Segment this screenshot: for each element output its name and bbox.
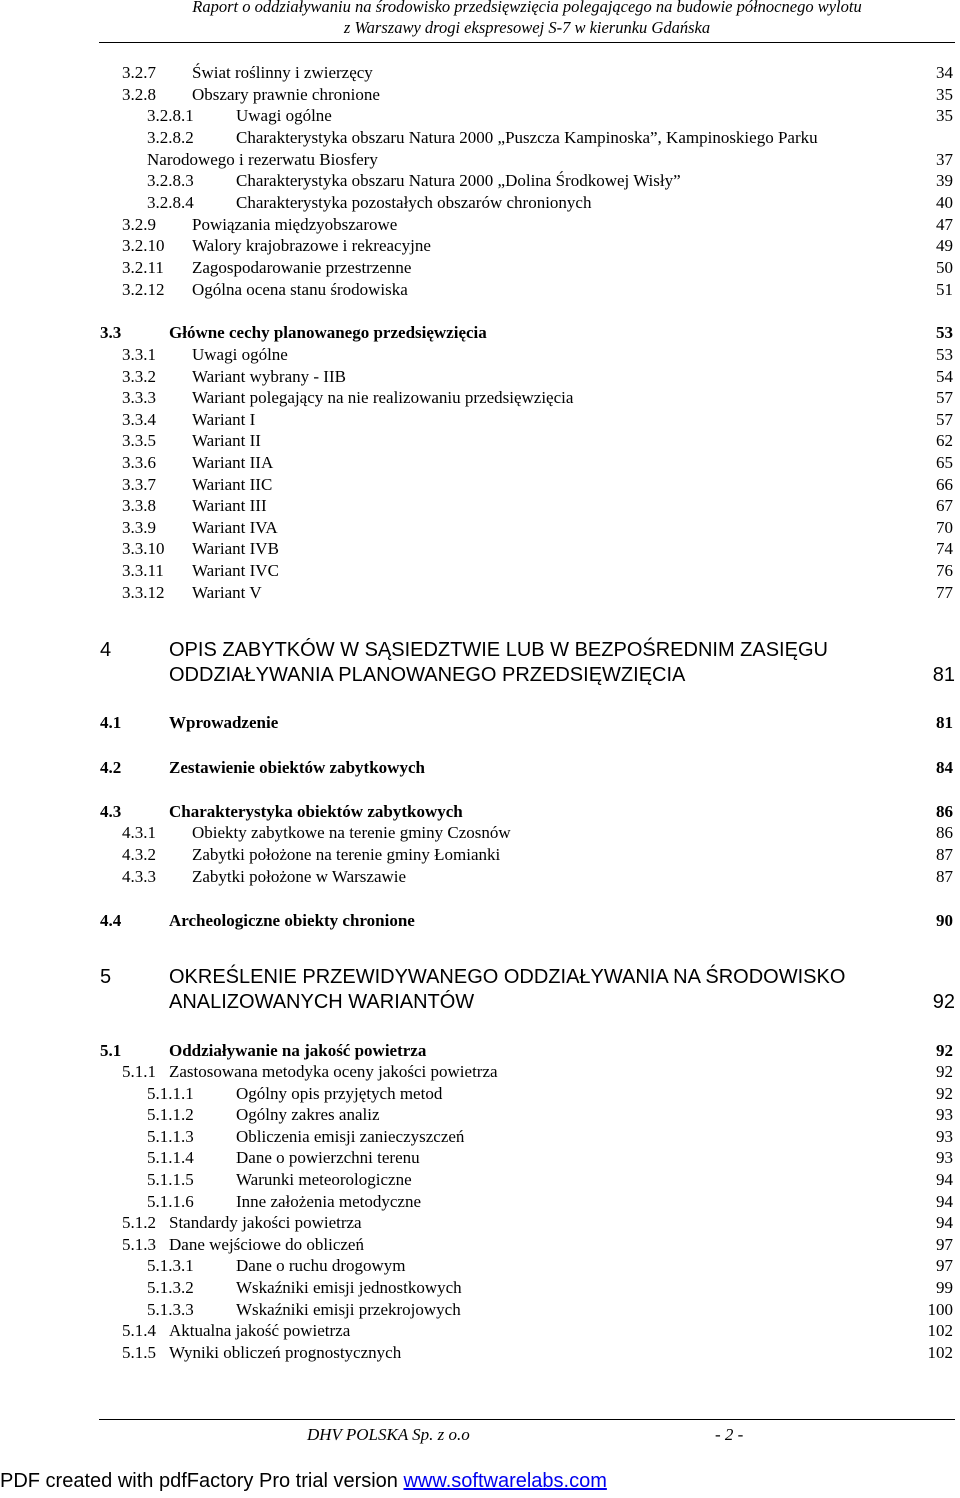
toc-title: Oddziaływanie na jakość powietrza xyxy=(169,1041,427,1060)
header-line-2: z Warszawy drogi ekspresowej S-7 w kierunku Gdańska xyxy=(343,18,711,37)
toc-page: 86 xyxy=(936,823,953,842)
toc-title: Wariant IIC xyxy=(192,475,273,494)
toc-page: 39 xyxy=(936,171,953,190)
toc-number: 5.1.3 xyxy=(122,1235,156,1254)
toc-page: 66 xyxy=(936,475,953,494)
toc-number: 3.2.10 xyxy=(122,236,165,255)
toc-page: 40 xyxy=(936,193,953,212)
toc-number: 4.3.3 xyxy=(122,867,156,886)
toc-page: 97 xyxy=(936,1235,953,1254)
toc-entry[interactable] xyxy=(147,1084,953,1106)
toc-number: 3.2.8 xyxy=(122,85,156,104)
toc-entry[interactable] xyxy=(122,1343,953,1365)
toc-title: Zestawienie obiektów zabytkowych xyxy=(169,758,425,777)
toc-page: 93 xyxy=(936,1148,953,1167)
toc-number: 5.1.2 xyxy=(122,1213,156,1232)
toc-number: 3.2.7 xyxy=(122,63,156,82)
toc-number: 5.1.3.3 xyxy=(147,1300,194,1319)
toc-number: 3.2.11 xyxy=(122,258,164,277)
toc-number: 5.1.3.1 xyxy=(147,1256,194,1275)
toc-number: 4 xyxy=(100,639,112,661)
toc-number: 4.3.1 xyxy=(122,823,156,842)
toc-entry-level2[interactable] xyxy=(100,758,953,780)
toc-entry[interactable] xyxy=(122,475,953,497)
toc-number: 5.1.1.4 xyxy=(147,1148,194,1167)
toc-entry[interactable] xyxy=(122,236,953,258)
toc-page: 102 xyxy=(927,1343,953,1362)
toc-entry[interactable] xyxy=(147,1278,953,1300)
toc-page: 57 xyxy=(936,410,953,429)
toc-title-continued: ANALIZOWANYCH WARIANTÓW xyxy=(169,991,475,1013)
toc-title: Charakterystyka obszaru Natura 2000 „Puszcza Kampinoska”, Kampinoskiego Parku xyxy=(236,128,818,147)
toc-title: Obszary prawnie chronione xyxy=(192,85,380,104)
toc-page: 81 xyxy=(936,713,953,732)
toc-entry[interactable] xyxy=(147,1192,953,1214)
toc-title: Wariant I xyxy=(192,410,256,429)
toc-entry[interactable] xyxy=(147,1127,953,1149)
toc-number: 5.1.1.3 xyxy=(147,1127,194,1146)
toc-title-continued: Narodowego i rezerwatu Biosfery xyxy=(147,150,378,169)
toc-entry[interactable] xyxy=(122,453,953,475)
pdf-notice-text: PDF created with pdfFactory Pro trial version xyxy=(0,1470,404,1492)
toc-entry-level2[interactable] xyxy=(100,1041,953,1063)
toc-entry[interactable] xyxy=(122,1062,953,1084)
footer-company: DHV POLSKA Sp. z o.o xyxy=(307,1425,470,1444)
toc-entry-level2[interactable] xyxy=(100,323,953,345)
toc-page: 57 xyxy=(936,388,953,407)
toc-page: 70 xyxy=(936,518,953,537)
toc-title: Wariant IIA xyxy=(192,453,274,472)
toc-number: 5.1.3.2 xyxy=(147,1278,194,1297)
toc-page: 53 xyxy=(936,345,953,364)
toc-number: 3.3.8 xyxy=(122,496,156,515)
toc-page: 50 xyxy=(936,258,953,277)
toc-page: 102 xyxy=(927,1321,953,1340)
toc-title: Wariant IVB xyxy=(192,539,279,558)
toc-page: 97 xyxy=(936,1256,953,1275)
toc-page: 65 xyxy=(936,453,953,472)
toc-title: Świat roślinny i zwierzęcy xyxy=(192,63,373,82)
toc-page: 49 xyxy=(936,236,953,255)
toc-title: Standardy jakości powietrza xyxy=(169,1213,362,1232)
toc-entry[interactable] xyxy=(147,1300,953,1322)
toc-number: 3.3.5 xyxy=(122,431,156,450)
toc-entry[interactable] xyxy=(122,561,953,583)
toc-number: 3.3.1 xyxy=(122,345,156,364)
toc-number: 5.1.1.2 xyxy=(147,1105,194,1124)
toc-number: 5.1 xyxy=(100,1041,122,1060)
toc-entry[interactable] xyxy=(122,215,953,237)
toc-title: Wariant IVC xyxy=(192,561,279,580)
toc-page: 100 xyxy=(927,1300,953,1319)
toc-page: 47 xyxy=(936,215,953,234)
toc-entry-level2[interactable] xyxy=(100,911,953,933)
toc-page: 74 xyxy=(936,539,953,558)
toc-title: OKREŚLENIE PRZEWIDYWANEGO ODDZIAŁYWANIA NA ŚRODOWISKO xyxy=(169,966,846,988)
toc-title: Obiekty zabytkowe na terenie gminy Czosnów xyxy=(192,823,511,842)
toc-entry[interactable] xyxy=(122,280,953,302)
toc-number: 3.2.8.2 xyxy=(147,128,194,147)
toc-number: 3.3.2 xyxy=(122,367,156,386)
toc-number: 5.1.1.5 xyxy=(147,1170,194,1189)
toc-entry[interactable] xyxy=(122,345,953,367)
toc-page: 87 xyxy=(936,867,953,886)
toc-title: Zabytki położone w Warszawie xyxy=(192,867,407,886)
toc-number: 3.3.11 xyxy=(122,561,164,580)
toc-title: Walory krajobrazowe i rekreacyjne xyxy=(192,236,431,255)
toc-title: Wariant II xyxy=(192,431,261,450)
toc-number: 3.3 xyxy=(100,323,122,342)
page-footer xyxy=(99,1419,955,1444)
toc-entry[interactable] xyxy=(147,193,953,215)
toc-title: Wskaźniki emisji jednostkowych xyxy=(236,1278,462,1297)
toc-title: Dane wejściowe do obliczeń xyxy=(169,1235,364,1254)
toc-number: 3.2.8.1 xyxy=(147,106,194,125)
toc-page: 54 xyxy=(936,367,953,386)
toc-number: 3.2.8.3 xyxy=(147,171,194,190)
toc-entry[interactable] xyxy=(122,85,953,107)
toc-title: Wariant IVA xyxy=(192,518,278,537)
toc-page: 87 xyxy=(936,845,953,864)
toc-entry[interactable] xyxy=(122,431,953,453)
toc-entry[interactable] xyxy=(147,128,953,150)
toc-entry[interactable] xyxy=(122,258,953,280)
toc-page: 93 xyxy=(936,1127,953,1146)
toc-entry[interactable] xyxy=(122,63,953,85)
toc-title: Uwagi ogólne xyxy=(236,106,332,125)
toc-page: 81 xyxy=(932,664,955,686)
toc-entry[interactable] xyxy=(147,106,953,128)
toc-entry[interactable] xyxy=(122,1235,953,1257)
toc-title: Zabytki położone na terenie gminy Łomianki xyxy=(192,845,501,864)
toc-number: 4.3.2 xyxy=(122,845,156,864)
toc-entry-level2[interactable] xyxy=(100,713,953,735)
toc-number: 5.1.5 xyxy=(122,1343,156,1362)
toc-title: Wariant III xyxy=(192,496,267,515)
toc-title: Wskaźniki emisji przekrojowych xyxy=(236,1300,461,1319)
toc-entry[interactable] xyxy=(122,867,953,889)
toc-page: 77 xyxy=(936,583,953,602)
toc-entry[interactable] xyxy=(147,1105,953,1127)
toc-title: Główne cechy planowanego przedsięwzięcia xyxy=(169,323,487,342)
footer-page-number: - 2 - xyxy=(715,1425,744,1444)
toc-number: 3.3.7 xyxy=(122,475,156,494)
toc-number: 3.3.10 xyxy=(122,539,165,558)
toc-title: Wariant wybrany - IIB xyxy=(192,367,346,386)
toc-entry[interactable] xyxy=(147,1256,953,1278)
toc-entry[interactable] xyxy=(122,518,953,540)
toc-title: Uwagi ogólne xyxy=(192,345,288,364)
toc-title: Charakterystyka pozostałych obszarów chronionych xyxy=(236,193,592,212)
toc-title: Wyniki obliczeń prognostycznych xyxy=(169,1343,402,1362)
toc-number: 3.3.4 xyxy=(122,410,156,429)
toc-title: Wariant polegający na nie realizowaniu przedsięwzięcia xyxy=(192,388,574,407)
toc-page: 92 xyxy=(936,1041,953,1060)
toc-title: Ogólny zakres analiz xyxy=(236,1105,380,1124)
toc-number: 4.3 xyxy=(100,802,122,821)
toc-title: Archeologiczne obiekty chronione xyxy=(169,911,415,930)
toc-page: 34 xyxy=(936,63,953,82)
running-header xyxy=(99,0,955,43)
toc-page: 53 xyxy=(936,323,953,342)
toc-number: 3.3.3 xyxy=(122,388,156,407)
softwarelabs-link[interactable]: www.softwarelabs.com xyxy=(403,1470,607,1492)
toc-number: 3.2.12 xyxy=(122,280,165,299)
toc-number: 4.1 xyxy=(100,713,122,732)
toc-page: 76 xyxy=(936,561,953,580)
toc-entry-continuation[interactable] xyxy=(147,150,953,172)
toc-number: 5.1.1.6 xyxy=(147,1192,194,1211)
toc-page: 94 xyxy=(936,1213,953,1232)
toc-number: 3.3.9 xyxy=(122,518,156,537)
toc-number: 5.1.1.1 xyxy=(147,1084,194,1103)
toc-title: Powiązania międzyobszarowe xyxy=(192,215,398,234)
toc-title: Obliczenia emisji zanieczyszczeń xyxy=(236,1127,465,1146)
toc-entry[interactable] xyxy=(147,1148,953,1170)
toc-title: Aktualna jakość powietrza xyxy=(169,1321,351,1340)
toc-title: Zagospodarowanie przestrzenne xyxy=(192,258,412,277)
toc-number: 3.3.12 xyxy=(122,583,165,602)
toc-entry[interactable] xyxy=(122,539,953,561)
toc-page: 62 xyxy=(936,431,953,450)
toc-entry[interactable] xyxy=(122,845,953,867)
toc-entry-level2[interactable] xyxy=(100,802,953,824)
toc-page: 92 xyxy=(936,1084,953,1103)
toc-number: 4.2 xyxy=(100,758,122,777)
toc-title: Inne założenia metodyczne xyxy=(236,1192,422,1211)
toc-number: 5.1.1 xyxy=(122,1062,156,1081)
toc-number: 3.3.6 xyxy=(122,453,156,472)
toc-title: Zastosowana metodyka oceny jakości powietrza xyxy=(169,1062,498,1081)
toc-page: 99 xyxy=(936,1278,953,1297)
toc-entry[interactable] xyxy=(122,583,953,605)
toc-page: 94 xyxy=(936,1192,953,1211)
toc-title: Dane o powierzchni terenu xyxy=(236,1148,420,1167)
toc-title: Charakterystyka obszaru Natura 2000 „Dolina Środkowej Wisły” xyxy=(236,171,681,190)
toc-page: 92 xyxy=(936,1062,953,1081)
toc-number: 4.4 xyxy=(100,911,122,930)
toc-chapter[interactable] xyxy=(100,966,955,1018)
toc-entry[interactable] xyxy=(147,1170,953,1192)
toc-title: Dane o ruchu drogowym xyxy=(236,1256,406,1275)
toc-title: Warunki meteorologiczne xyxy=(236,1170,412,1189)
toc-page: 35 xyxy=(936,106,953,125)
toc-entry[interactable] xyxy=(147,171,953,193)
toc-entry[interactable] xyxy=(122,496,953,518)
toc-title: Charakterystyka obiektów zabytkowych xyxy=(169,802,463,821)
toc-chapter[interactable] xyxy=(100,639,955,691)
toc-number: 3.2.9 xyxy=(122,215,156,234)
toc-title-continued: ODDZIAŁYWANIA PLANOWANEGO PRZEDSIĘWZIĘCIA xyxy=(169,664,686,686)
toc-title: OPIS ZABYTKÓW W SĄSIEDZTWIE LUB W BEZPOŚREDNIM ZASIĘGU xyxy=(169,639,828,661)
toc-page: 67 xyxy=(936,496,953,515)
toc-title: Wprowadzenie xyxy=(169,713,279,732)
toc-page: 51 xyxy=(936,280,953,299)
toc-title: Ogólny opis przyjętych metod xyxy=(236,1084,443,1103)
toc-page: 84 xyxy=(936,758,953,777)
toc-page: 90 xyxy=(936,911,953,930)
pdf-trial-notice xyxy=(0,1470,607,1493)
toc-entry[interactable] xyxy=(122,1321,953,1343)
toc-title: Ogólna ocena stanu środowiska xyxy=(192,280,408,299)
toc-number: 5.1.4 xyxy=(122,1321,156,1340)
toc-entry[interactable] xyxy=(122,367,953,389)
toc-number: 5 xyxy=(100,966,112,988)
toc-page: 92 xyxy=(932,991,955,1013)
toc-entry[interactable] xyxy=(122,388,953,410)
toc-title: Wariant V xyxy=(192,583,262,602)
toc-page: 37 xyxy=(936,150,953,169)
toc-entry[interactable] xyxy=(122,1213,953,1235)
toc-number: 3.2.8.4 xyxy=(147,193,194,212)
header-line-1: Raport o oddziaływaniu na środowisko przedsięwzięcia polegającego na budowie północnego wylotu xyxy=(192,0,862,16)
toc-entry[interactable] xyxy=(122,823,953,845)
toc-page: 93 xyxy=(936,1105,953,1124)
toc-page: 35 xyxy=(936,85,953,104)
toc-page: 86 xyxy=(936,802,953,821)
toc-entry[interactable] xyxy=(122,410,953,432)
toc-page: 94 xyxy=(936,1170,953,1189)
